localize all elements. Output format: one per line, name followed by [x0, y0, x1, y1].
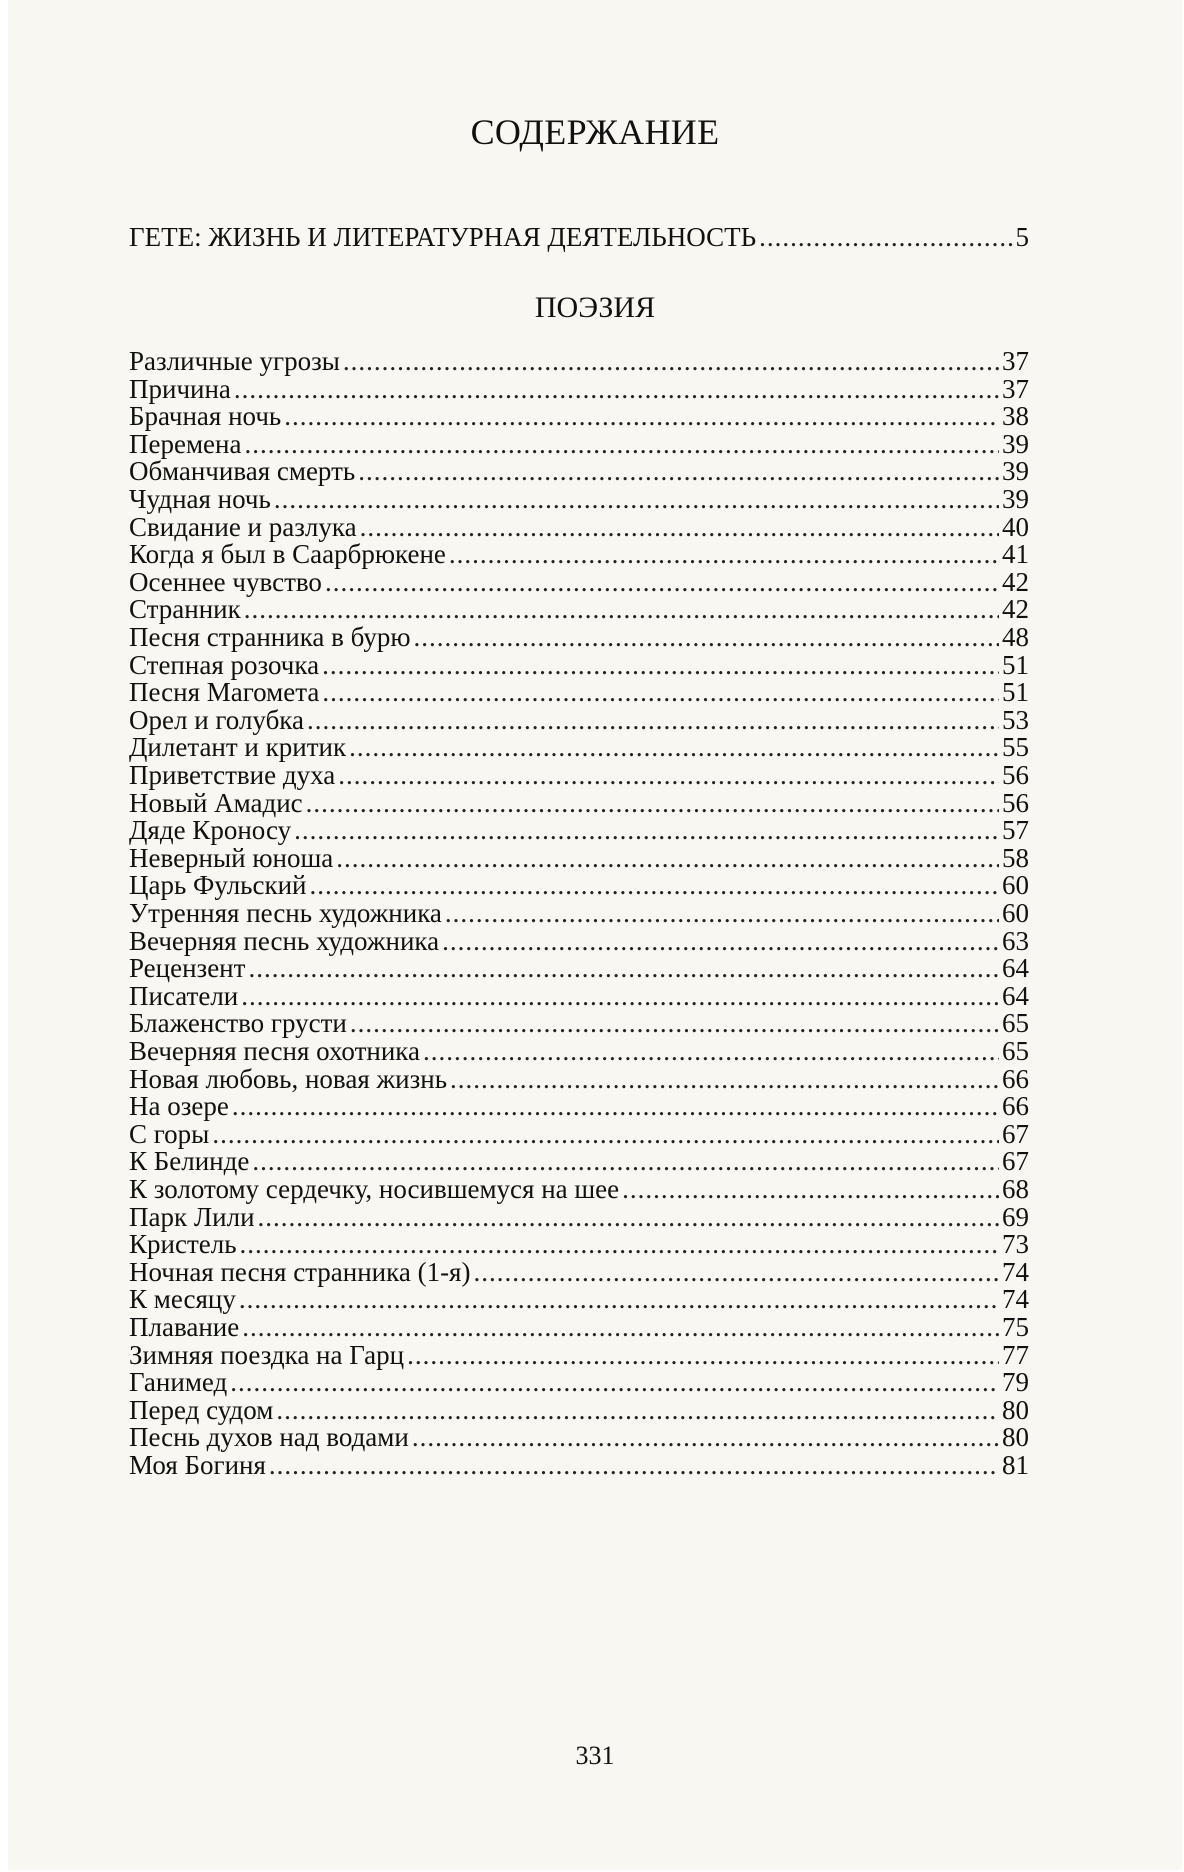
toc-entry-label: Зимняя поездка на Гарц [129, 1339, 405, 1370]
toc-entry-page: 5 [1015, 222, 1029, 252]
toc-entry-page: 51 [1002, 677, 1029, 708]
toc-entry-label: ГЕТЕ: ЖИЗНЬ И ЛИТЕРАТУРНАЯ ДЕЯТЕЛЬНОСТЬ [129, 222, 757, 252]
toc-entry-page: 51 [1002, 649, 1029, 680]
toc-entry-page: 55 [1002, 732, 1029, 763]
toc-entry-page: 66 [1002, 1091, 1029, 1122]
toc-entry-page: 60 [1002, 870, 1029, 901]
toc-entry-label: Парк Лили [129, 1201, 255, 1232]
toc-entry-page: 68 [1002, 1174, 1029, 1204]
toc-entry-page: 66 [1002, 1063, 1029, 1094]
toc-entry-label: Рецензент [129, 953, 246, 984]
toc-entry-label: Новая любовь, новая жизнь [129, 1063, 448, 1094]
toc-entry-page: 39 [1002, 484, 1029, 514]
toc-entry-page: 57 [1002, 815, 1029, 846]
toc-entry-page: 67 [1002, 1118, 1029, 1149]
toc-entry-label: Степная розочка [129, 649, 320, 680]
toc-entry-page: 48 [1002, 622, 1029, 652]
toc-entry-label: Кристель [129, 1229, 237, 1260]
toc-entry-label: Чудная ночь [129, 484, 271, 514]
toc-entry-label: К месяцу [129, 1284, 236, 1315]
toc-entry-label: К Белинде [129, 1146, 250, 1177]
toc-entry-label: К золотому сердечку, носившемуся на шее [129, 1174, 620, 1204]
toc-entry-label: Когда я был в Саарбрюкене [129, 539, 446, 570]
toc-entry-label: Орел и голубка [129, 704, 304, 735]
toc-entry-label: Перед судом [129, 1394, 274, 1425]
toc-entry-label: Вечерняя песня охотника [129, 1036, 420, 1066]
toc-entry-page: 79 [1002, 1367, 1029, 1398]
toc-entry-page: 38 [1002, 401, 1029, 432]
toc-entry-label: Новый Амадис [129, 787, 303, 818]
toc-entry-label: Царь Фульский [129, 870, 307, 901]
toc-entry-page: 64 [1002, 953, 1029, 984]
toc-entry-page: 81 [1002, 1450, 1029, 1480]
toc-entry-page: 56 [1002, 787, 1029, 818]
toc-entry-page: 64 [1002, 980, 1029, 1011]
toc-entry-page: 40 [1002, 511, 1029, 542]
toc-entry-label: Ночная песня странника (1-я) [129, 1256, 471, 1287]
toc-entry-page: 37 [1002, 346, 1029, 376]
toc-entry-page: 37 [1002, 373, 1029, 404]
toc-entry-label: С горы [129, 1118, 210, 1149]
toc-entry-label: Обманчивая смерть [129, 456, 356, 487]
toc-entry-label: На озере [129, 1091, 229, 1122]
toc-entry-label: Перемена [129, 428, 242, 459]
toc-entry-label: Неверный юноша [129, 842, 334, 873]
page-number: 331 [575, 1741, 615, 1770]
toc-entry-label: Различные угрозы [129, 346, 340, 376]
toc-entry-page: 42 [1002, 566, 1029, 597]
toc-entry-label: Причина [129, 373, 231, 404]
toc-entry-page: 77 [1002, 1339, 1029, 1370]
toc-entry [129, 1449, 1029, 1481]
toc-entry-label: Приветствие духа [129, 760, 336, 790]
toc-entry-page: 58 [1002, 842, 1029, 873]
toc-entry-page: 63 [1002, 925, 1029, 956]
toc-entry-page: 42 [1002, 594, 1029, 625]
toc-entry-page: 65 [1002, 1008, 1029, 1039]
toc-entry-label: Песня странника в бурю [129, 622, 411, 652]
toc-entry-page: 69 [1002, 1201, 1029, 1232]
dot-leader [759, 221, 1012, 253]
toc-entry-page: 73 [1002, 1229, 1029, 1260]
toc-entry-page: 80 [1002, 1422, 1029, 1453]
toc-entry-page: 74 [1002, 1256, 1029, 1287]
toc-entry-label: Дилетант и критик [129, 732, 347, 763]
dot-leader [269, 1449, 999, 1481]
page-title: СОДЕРЖАНИЕ [470, 112, 720, 152]
toc-entry-page: 80 [1002, 1394, 1029, 1425]
toc-entry-label: Песня Магомета [129, 677, 320, 708]
toc-entry-page: 39 [1002, 456, 1029, 487]
toc-entry-page: 53 [1002, 704, 1029, 735]
toc-entry-page: 39 [1002, 428, 1029, 459]
toc-entry-label: Дяде Кроносу [129, 815, 292, 846]
toc-entry-page: 74 [1002, 1284, 1029, 1315]
toc-entry-page: 75 [1002, 1312, 1029, 1342]
toc-entry-label: Вечерняя песнь художника [129, 925, 440, 956]
toc-entry-label: Плавание [129, 1312, 240, 1342]
toc-entry-label: Песнь духов над водами [129, 1422, 409, 1453]
toc-entry-label: Странник [129, 594, 241, 625]
toc-entry-page: 41 [1002, 539, 1029, 570]
toc-entry-label: Утренняя песнь художника [129, 898, 442, 928]
toc-entry-label: Блаженство грусти [129, 1008, 347, 1039]
toc-entry-label: Свидание и разлука [129, 511, 357, 542]
toc-entry-page: 60 [1002, 898, 1029, 928]
toc-entry-intro [129, 221, 1029, 253]
toc-entry-label: Моя Богиня [129, 1450, 266, 1480]
book-page [8, 0, 1182, 1870]
toc-entry-label: Осеннее чувство [129, 566, 322, 597]
section-heading: ПОЭЗИЯ [534, 291, 656, 324]
toc-entry-page: 67 [1002, 1146, 1029, 1177]
toc-entry-page: 56 [1002, 760, 1029, 790]
toc-entry-label: Писатели [129, 980, 239, 1011]
toc-entry-label: Ганимед [129, 1367, 228, 1398]
toc-entry-label: Брачная ночь [129, 401, 282, 432]
toc-entry-page: 65 [1002, 1036, 1029, 1066]
